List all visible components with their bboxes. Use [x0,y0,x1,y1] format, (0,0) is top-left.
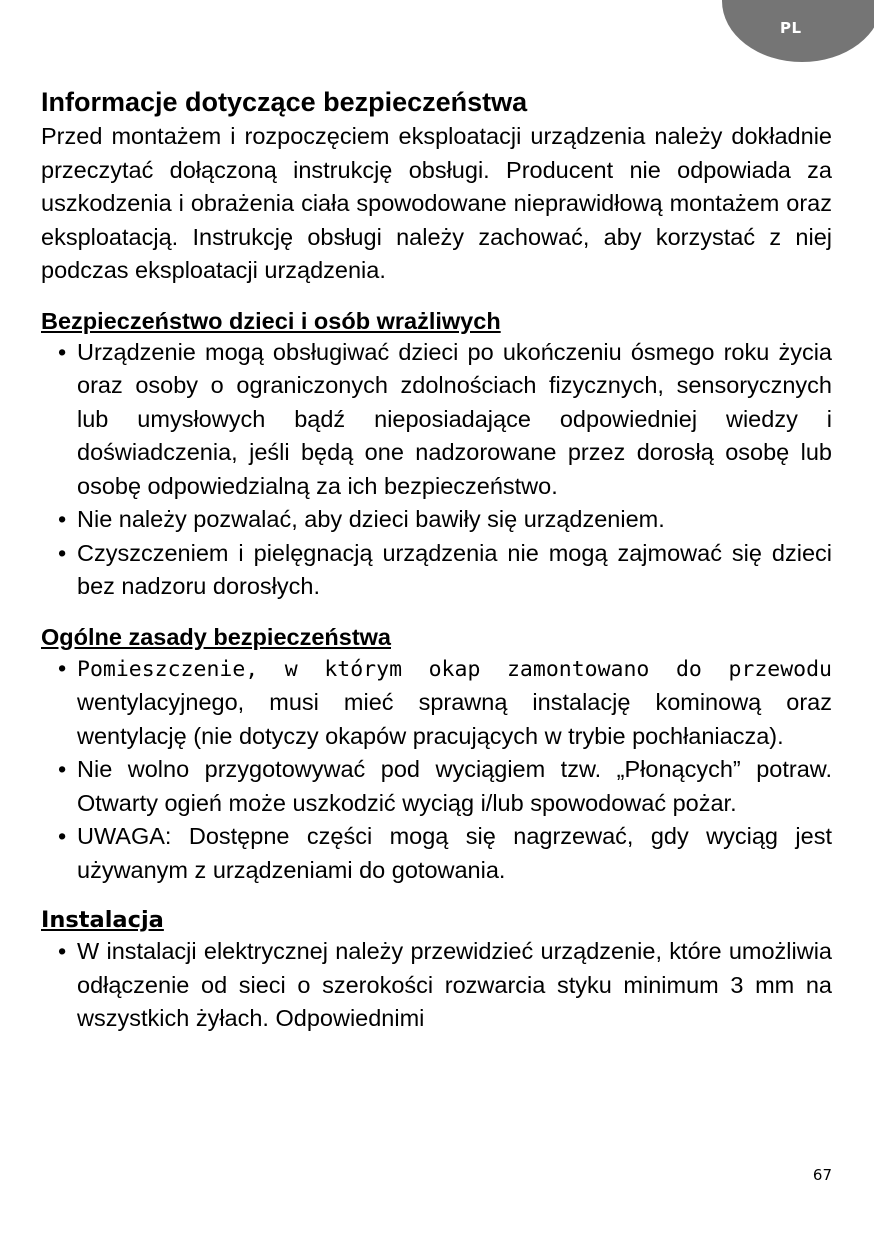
list-item-rest: wentylacyjnego, musi mieć sprawną instalację kominową oraz wentylację (nie dotyczy okapów pracujących w trybie pochłaniacza). [77,689,832,749]
section-heading-installation: Instalacja [41,907,164,933]
list-item-lead: Pomieszczenie, w którym okap zamontowano do przewodu [77,656,832,682]
section-heading-child-safety: Bezpieczeństwo dzieci i osób wrażliwych [41,307,501,334]
list-item [41,652,832,754]
language-tab [722,0,874,62]
general-safety-list [41,652,832,888]
section-heading-general-safety: Ogólne zasady bezpieczeństwa [41,623,391,650]
child-safety-list [41,336,832,604]
list-item: • UWAGA: Dostępne części mogą się nagrzewać, gdy wyciąg jest używanym z urządzeniami do gotowania. [41,820,832,887]
page-number: 67 [812,1166,832,1184]
intro-paragraph: Przed montażem i rozpoczęciem eksploatacji urządzenia należy dokładnie przeczytać dołączoną instrukcję obsługi. Producent nie odpowiada za uszkodzenia i obrażenia ciała spowodowane nieprawidłową montażem oraz eksploatacją. Instrukcję obsługi należy zachować, aby korzystać z niej podczas eksploatacji urządzenia. [41,123,832,283]
page-title: Informacje dotyczące bezpieczeństwa [41,87,528,117]
list-item: • Nie należy pozwalać, aby dzieci bawiły się urządzeniem. [41,503,832,537]
list-item: • W instalacji elektrycznej należy przewidzieć urządzenie, które umożliwia odłączenie od sieci o szerokości rozwarcia styku minimum 3 mm na wszystkich żyłach. Odpowiednimi [41,935,832,1036]
list-item: • Nie wolno przygotowywać pod wyciągiem tzw. „Płonących” potraw. Otwarty ogień może uszkodzić wyciąg i/lub spowodować pożar. [41,753,832,820]
installation-list [41,935,832,1036]
language-label: PL [780,19,802,37]
list-item: • Urządzenie mogą obsługiwać dzieci po ukończeniu ósmego roku życia oraz osoby o ograniczonych zdolnościach fizycznych, sensorycznych lub umysłowych bądź nieposiadające odpowiedniej wiedzy i doświadczenia, jeśli będą one nadzorowane przez dorosłą osobę lub osobę odpowiedzialną za ich bezpieczeństwo. [41,336,832,504]
list-item: • Czyszczeniem i pielęgnacją urządzenia nie mogą zajmować się dzieci bez nadzoru dorosłych. [41,537,832,604]
document-content [41,84,832,1036]
